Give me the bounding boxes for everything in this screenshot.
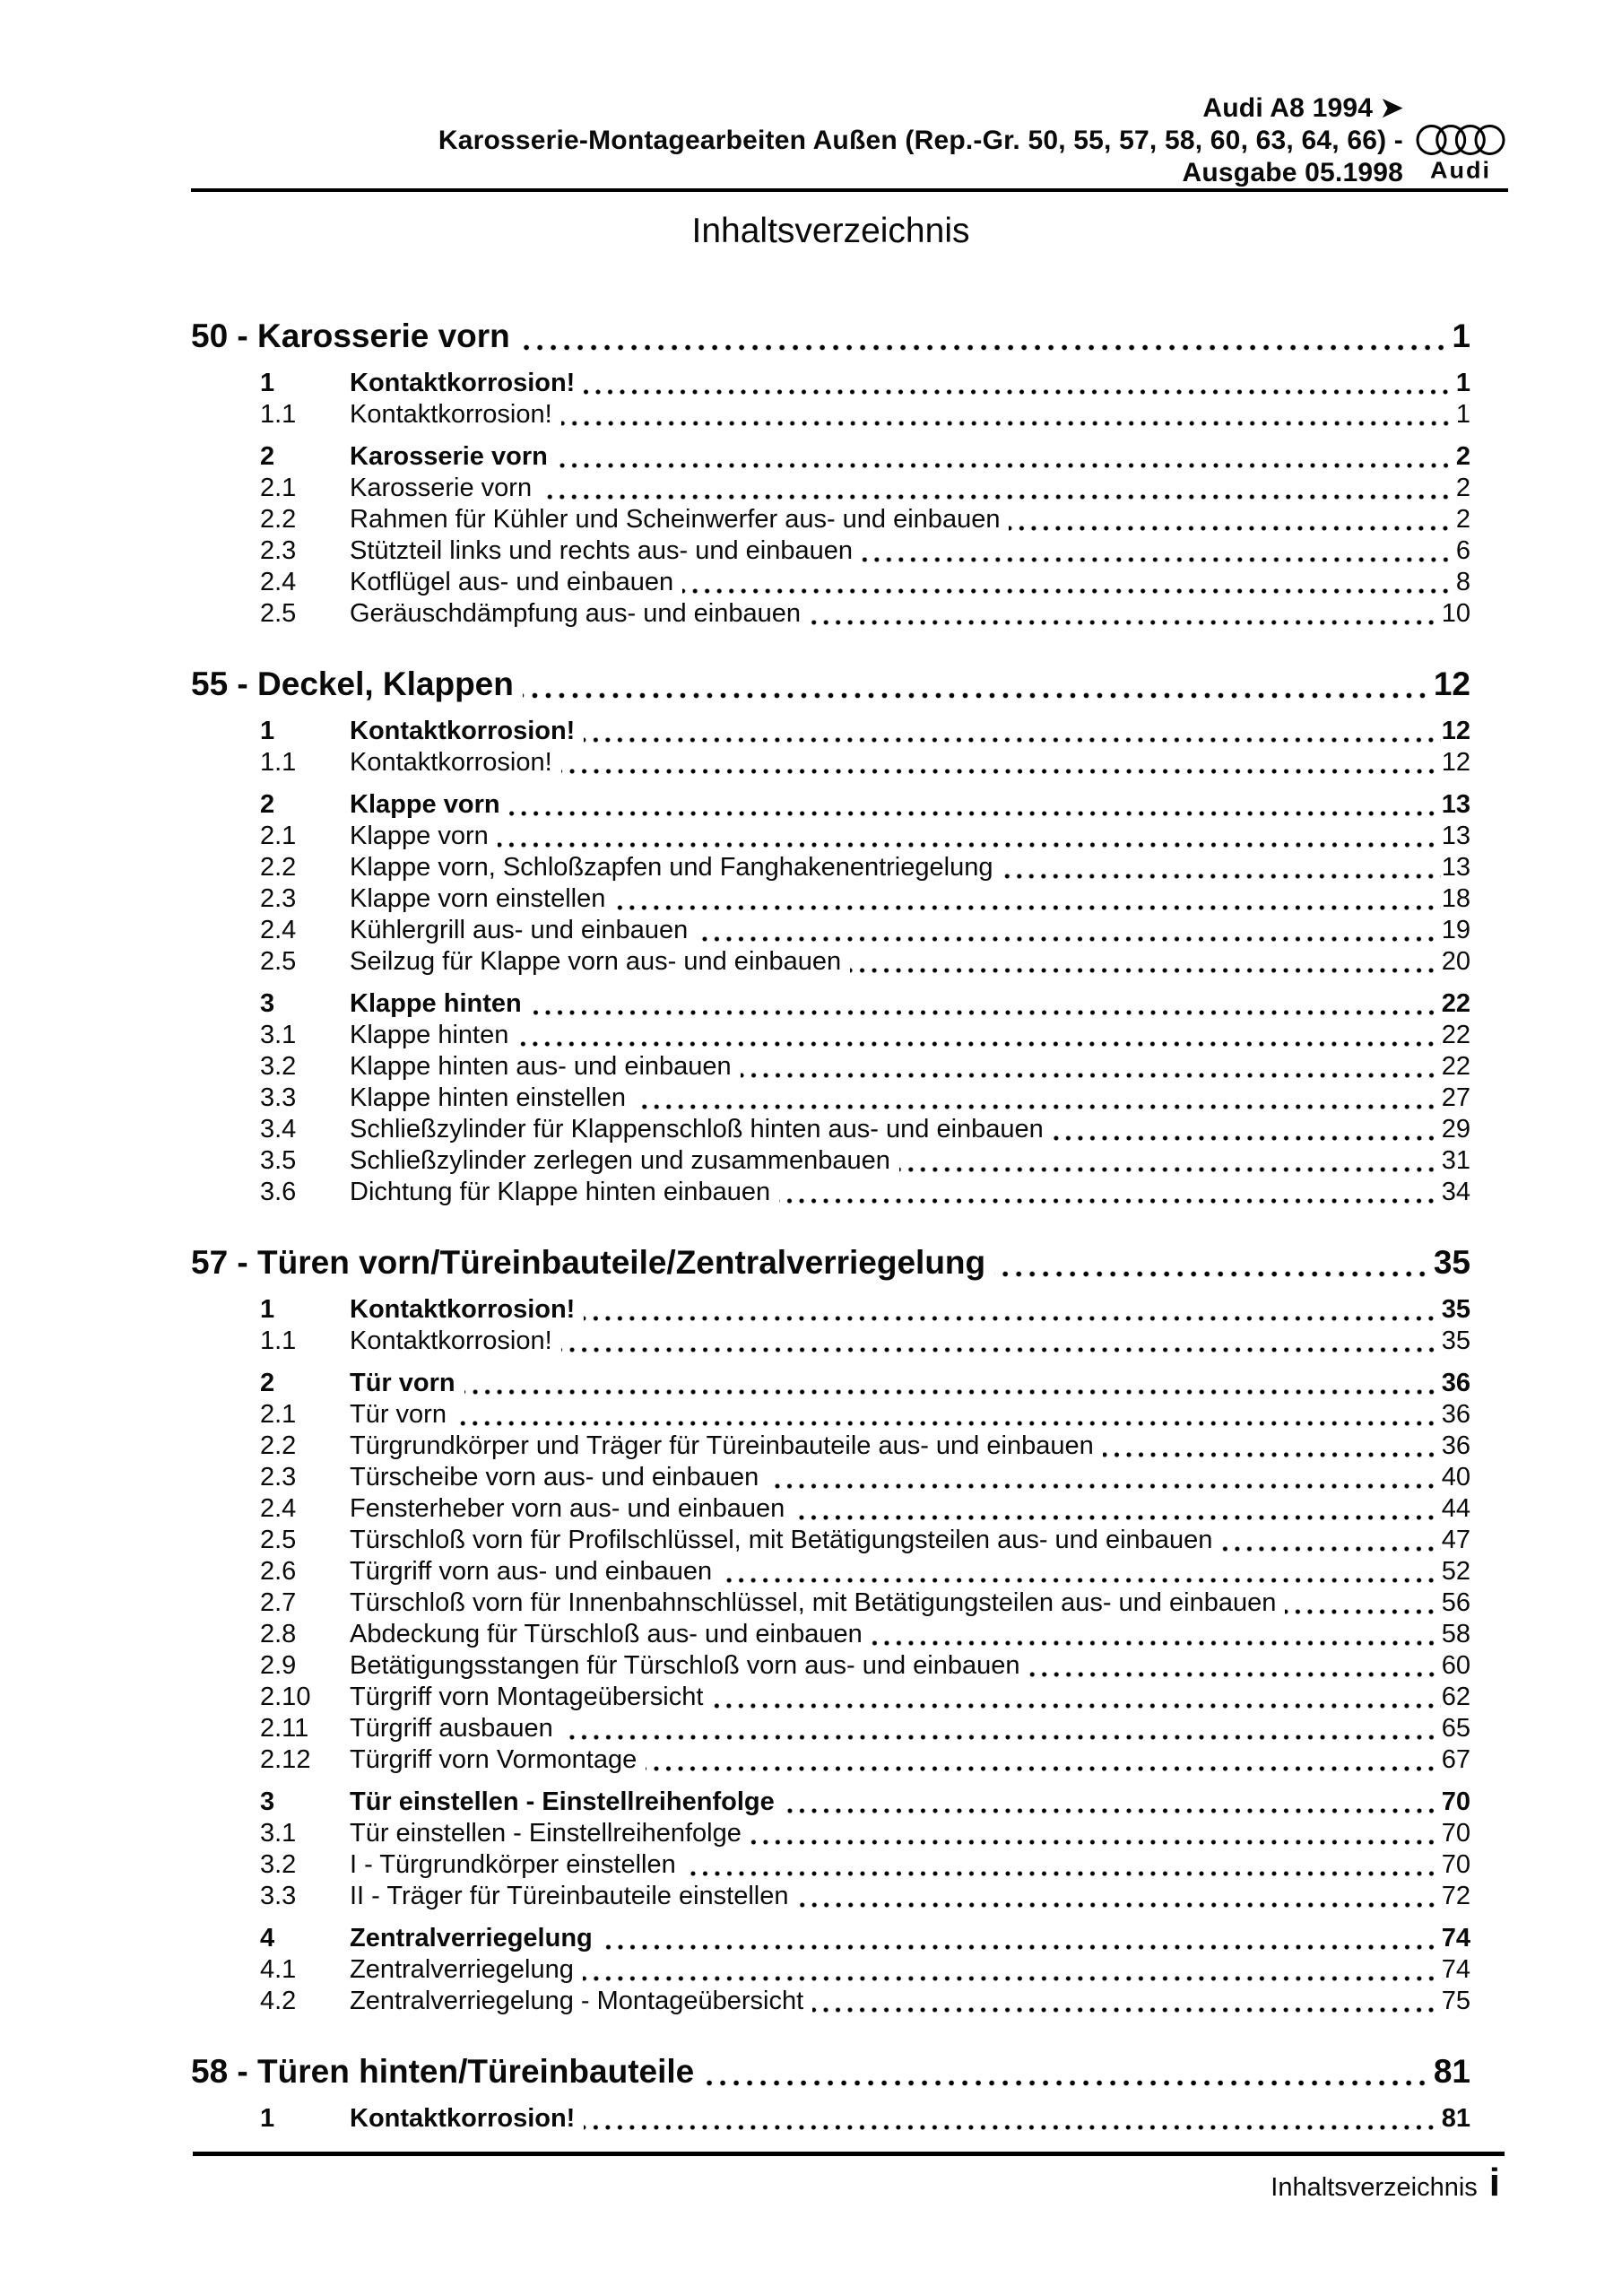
toc-entry-row [191,1923,1470,1954]
entry-title: Kotflügel aus- und einbauen [350,568,674,596]
entry-number: 3.5 [260,1146,297,1175]
dot-leader [872,1640,1441,1646]
entry-title: Kontaktkorrosion! [350,369,576,397]
entry-title: Kontaktkorrosion! [350,717,576,745]
entry-title: Stützteil links und rechts aus- und einbauen [350,536,854,565]
toc-entry-row [191,1177,1470,1208]
toc-entry-row [191,883,1470,915]
dot-leader [712,1703,1440,1709]
entry-number: 1.1 [260,748,297,777]
entry-number: 3.6 [260,1178,297,1206]
entry-title: Zentralverriegelung [350,1955,574,1984]
entry-title: Kontaktkorrosion! [350,748,552,777]
entry-title: II - Träger für Türeinbauteile einstellen [350,1882,789,1910]
entry-page-number: 6 [1455,536,1470,565]
entry-title: Kontaktkorrosion! [350,400,552,429]
toc-entry-row [191,1114,1470,1145]
header-model-line: Audi A8 1994 ➤ [1202,93,1403,123]
page-footer [1271,2163,1500,2203]
entry-page-number: 74 [1441,1955,1470,1984]
entry-number: 2.2 [260,505,297,534]
dot-leader [635,1104,1441,1109]
dot-leader [646,1766,1441,1771]
chapter-label: 58 - Türen hinten/Türeinbauteile [191,2053,695,2090]
entry-title: Türgriff vorn Vormontage [350,1745,638,1774]
toc-entry-row [191,1326,1470,1357]
entry-title: Klappe hinten [350,989,522,1018]
dot-leader [798,1902,1441,1908]
entry-page-number: 70 [1441,1819,1470,1848]
entry-title: Zentralverriegelung [350,1924,593,1952]
entry-page-number: 70 [1441,1787,1470,1816]
chapter-page-number: 35 [1433,1244,1470,1281]
dot-leader [750,1839,1441,1845]
entry-title: Türgrundkörper und Träger für Türeinbauteile aus- und einbauen [350,1431,1094,1460]
dot-leader [562,1735,1441,1740]
toc-entry-row [191,1556,1470,1587]
dot-leader [561,769,1441,774]
footer-label: Inhaltsverzeichnis [1271,2173,1478,2202]
entry-page-number: 56 [1441,1588,1470,1617]
toc-entry-row [191,1954,1470,1986]
entry-page-number: 29 [1441,1115,1470,1144]
entry-number: 3 [260,1787,275,1816]
dot-leader [899,1167,1441,1172]
entry-title: Kontaktkorrosion! [350,1326,552,1355]
entry-number: 2.6 [260,1557,297,1586]
entry-page-number: 1 [1455,369,1470,397]
dot-leader [1221,1546,1440,1552]
dot-leader [517,1041,1440,1047]
entry-title: Tür vorn [350,1369,455,1397]
entry-number: 3.1 [260,1021,297,1049]
entry-title: Tür einstellen - Einstellreihenfolge [350,1787,775,1816]
toc-entry-row [191,1083,1470,1114]
dot-leader [1029,1672,1441,1677]
toc-entry-row [191,368,1470,399]
entry-page-number: 52 [1441,1557,1470,1586]
dot-leader [703,2080,1433,2086]
entry-number: 2.2 [260,1431,297,1460]
audi-wordmark: Audi [1430,157,1491,184]
entry-page-number: 12 [1441,748,1470,777]
dot-leader [498,842,1441,848]
entry-page-number: 27 [1441,1083,1470,1112]
entry-title: Klappe vorn einstellen [350,884,606,913]
entry-number: 2.12 [260,1745,311,1774]
entry-page-number: 44 [1441,1494,1470,1523]
dot-leader [583,1976,1441,1981]
chapter-page-number: 81 [1433,2053,1470,2090]
entry-title: Abdeckung für Türschloß aus- und einbauen [350,1620,863,1648]
entry-number: 3.2 [260,1052,297,1081]
entry-number: 2.1 [260,474,297,502]
entry-number: 2.1 [260,822,297,850]
page-title: Inhaltsverzeichnis [691,212,970,250]
entry-number: 2.4 [260,916,297,944]
entry-page-number: 8 [1455,568,1470,596]
entry-number: 2.11 [260,1714,309,1743]
entry-title: Fensterheber vorn aus- und einbauen [350,1494,785,1523]
entry-number: 2.3 [260,536,297,565]
dot-leader [602,1944,1441,1950]
dot-leader [557,463,1455,468]
entry-number: 3.2 [260,1850,297,1879]
toc-entry-row [191,915,1470,946]
entry-page-number: 12 [1441,717,1470,745]
entry-title: Zentralverriegelung - Montageübersicht [350,1987,804,2015]
entry-number: 1 [260,717,275,745]
entry-title: Klappe hinten aus- und einbauen [350,1052,732,1081]
dot-leader [561,1347,1441,1352]
entry-page-number: 35 [1441,1326,1470,1355]
toc-entry-row [191,2103,1470,2135]
toc-entry-row [191,1986,1470,2017]
toc-entry-row [191,852,1470,883]
entry-number: 2 [260,1369,275,1397]
entry-title: Türgriff vorn Montageübersicht [350,1683,704,1711]
dot-leader [850,968,1441,973]
entry-number: 3.4 [260,1115,297,1144]
toc-entry-row [191,1787,1470,1818]
entry-title: Schließzylinder zerlegen und zusammenbauen [350,1146,890,1175]
toc-entry-row [191,441,1470,473]
entry-number: 2.10 [260,1683,311,1711]
entry-number: 2 [260,442,275,471]
dot-leader [1002,874,1440,879]
dot-leader [779,1198,1441,1204]
entry-number: 3 [260,989,275,1018]
entry-page-number: 22 [1441,1052,1470,1081]
chapter-label: 55 - Deckel, Klappen [191,665,514,702]
dot-leader [810,620,1441,625]
entry-number: 2.4 [260,1494,297,1523]
entry-number: 2.4 [260,568,297,596]
entry-page-number: 35 [1441,1295,1470,1324]
toc-entry-row [191,789,1470,821]
dot-leader [685,1871,1441,1876]
toc-entry-row [191,1399,1470,1431]
toc-chapter-row [191,2051,1470,2092]
toc-entry-row [191,716,1470,747]
entry-page-number: 36 [1441,1431,1470,1460]
entry-page-number: 65 [1441,1714,1470,1743]
toc-entry-row [191,821,1470,852]
audi-logo [1413,123,1508,183]
entry-number: 4 [260,1924,275,1952]
dot-leader [1285,1609,1440,1614]
entry-title: Karosserie vorn [350,442,548,471]
dot-leader [784,1808,1441,1813]
entry-title: Kontaktkorrosion! [350,1295,576,1324]
toc-entry-row [191,1849,1470,1881]
entry-title: Rahmen für Kühler und Scheinwerfer aus- und einbauen [350,505,1001,534]
header-subject-line: Karosserie-Montagearbeiten Außen (Rep.-Gr. 50, 55, 57, 58, 60, 63, 64, 66) - [438,126,1403,155]
entry-page-number: 13 [1441,790,1470,819]
toc-entry-row [191,1744,1470,1776]
entry-title: Klappe hinten einstellen [350,1083,626,1112]
entry-page-number: 47 [1441,1526,1470,1554]
chapter-label: 57 - Türen vorn/Türeinbauteile/Zentralverriegelung [191,1244,986,1281]
audi-rings-icon [1413,123,1508,157]
toc-entry-row [191,1587,1470,1619]
toc-entry-row [191,747,1470,778]
dot-leader [464,1389,1441,1395]
toc-entry-row [191,1294,1470,1326]
entry-page-number: 2 [1455,474,1470,502]
chapter-page-number: 12 [1433,665,1470,702]
entry-page-number: 60 [1441,1651,1470,1680]
page-header [438,92,1403,189]
entry-number: 2 [260,790,275,819]
toc-entry-row [191,473,1470,504]
toc-entry-row [191,1051,1470,1083]
entry-page-number: 58 [1441,1620,1470,1648]
dot-leader [541,494,1455,500]
toc-entry-row [191,399,1470,430]
entry-number: 2.5 [260,947,297,976]
dot-leader [697,936,1440,942]
toc-entry-row [191,567,1470,598]
dot-leader [614,905,1440,910]
entry-page-number: 13 [1441,853,1470,882]
toc-chapter-row [191,664,1470,705]
entry-title: Türscheibe vorn aus- und einbauen [350,1463,759,1492]
toc-entry-row [191,1818,1470,1849]
entry-page-number: 13 [1441,822,1470,850]
entry-title: Schließzylinder für Klappenschloß hinten aus- und einbauen [350,1115,1044,1144]
dot-leader [812,2007,1441,2013]
entry-page-number: 18 [1441,884,1470,913]
entry-number: 2.9 [260,1651,297,1680]
entry-title: Betätigungsstangen für Türschloß vorn aus- und einbauen [350,1651,1020,1680]
entry-title: Klappe hinten [350,1021,509,1049]
dot-leader [721,1578,1441,1583]
dot-leader [519,344,1452,351]
entry-number: 2.3 [260,884,297,913]
entry-title: Kühlergrill aus- und einbauen [350,916,689,944]
dot-leader [1009,526,1454,531]
toc-entry-row [191,1881,1470,1912]
entry-number: 2.3 [260,1463,297,1492]
chapter-label: 50 - Karosserie vorn [191,317,510,354]
dot-leader [561,421,1455,426]
entry-title: Klappe vorn [350,822,489,850]
entry-number: 4.1 [260,1955,297,1984]
entry-page-number: 74 [1441,1924,1470,1952]
entry-page-number: 2 [1455,505,1470,534]
header-edition-line: Ausgabe 05.1998 [1182,158,1403,187]
toc-entry-row [191,946,1470,978]
entry-number: 1 [260,1295,275,1324]
dot-leader [741,1073,1441,1078]
toc-entry-row [191,1682,1470,1713]
entry-title: Geräuschdämpfung aus- und einbauen [350,599,802,628]
toc-entry-row [191,535,1470,567]
entry-page-number: 10 [1441,599,1470,628]
entry-page-number: 36 [1441,1400,1470,1429]
footer-rule [193,2152,1505,2156]
entry-page-number: 22 [1441,989,1470,1018]
entry-title: Türgriff vorn aus- und einbauen [350,1557,713,1586]
entry-number: 1.1 [260,400,297,429]
dot-leader [584,1316,1440,1321]
dot-leader [862,557,1455,562]
chapter-page-number: 1 [1452,317,1470,354]
toc-entry-row [191,504,1470,535]
entry-number: 2.2 [260,853,297,882]
entry-page-number: 22 [1441,1021,1470,1049]
dot-leader [794,1515,1440,1520]
dot-leader [509,811,1441,816]
footer-page-number: i [1488,2161,1500,2205]
entry-number: 3.3 [260,1083,297,1112]
entry-page-number: 40 [1441,1463,1470,1492]
dot-leader [1103,1452,1441,1457]
toc-entry-row [191,1145,1470,1177]
entry-number: 1 [260,2104,275,2133]
entry-page-number: 67 [1441,1745,1470,1774]
entry-number: 2.5 [260,599,297,628]
entry-number: 2.8 [260,1620,297,1648]
toc-entry-row [191,1462,1470,1493]
entry-title: Seilzug für Klappe vorn aus- und einbauen [350,947,842,976]
toc-entry-row [191,1020,1470,1051]
entry-title: Türschloß vorn für Profilschlüssel, mit Betätigungsteilen aus- und einbauen [350,1526,1213,1554]
entry-page-number: 34 [1441,1178,1470,1206]
entry-title: Karosserie vorn [350,474,533,502]
entry-page-number: 81 [1441,2104,1470,2133]
entry-title: Dichtung für Klappe hinten einbauen [350,1178,771,1206]
entry-number: 2.5 [260,1526,297,1554]
entry-page-number: 75 [1441,1987,1470,2015]
dot-leader [682,588,1455,594]
entry-title: Klappe vorn [350,790,500,819]
dot-leader [768,1483,1440,1489]
entry-number: 2.1 [260,1400,297,1429]
entry-title: Türschloß vorn für Innenbahnschlüssel, mit Betätigungsteilen aus- und einbauen [350,1588,1277,1617]
entry-page-number: 72 [1441,1882,1470,1910]
toc [191,316,1470,2135]
toc-entry-row [191,598,1470,630]
toc-entry-row [191,1650,1470,1682]
toc-chapter-row [191,1242,1470,1283]
dot-leader [523,692,1433,699]
entry-title: Türgriff ausbauen [350,1714,553,1743]
entry-page-number: 20 [1441,947,1470,976]
dot-leader [994,1271,1433,1277]
entry-title: Kontaktkorrosion! [350,2104,576,2133]
entry-number: 1.1 [260,1326,297,1355]
toc-entry-row [191,1368,1470,1399]
entry-page-number: 31 [1441,1146,1470,1175]
entry-title: Tür vorn [350,1400,447,1429]
toc-entry-row [191,1493,1470,1525]
entry-title: I - Türgrundkörper einstellen [350,1850,676,1879]
entry-number: 1 [260,369,275,397]
toc-entry-row [191,1713,1470,1744]
entry-page-number: 70 [1441,1850,1470,1879]
toc-entry-row [191,1619,1470,1650]
toc-entry-row [191,1431,1470,1462]
dot-leader [531,1010,1441,1015]
entry-number: 3.3 [260,1882,297,1910]
entry-page-number: 62 [1441,1683,1470,1711]
dot-leader [584,737,1440,743]
dot-leader [584,2125,1440,2130]
entry-title: Tür einstellen - Einstellreihenfolge [350,1819,742,1848]
dot-leader [584,389,1455,395]
dot-leader [455,1421,1441,1426]
entry-page-number: 36 [1441,1369,1470,1397]
entry-number: 2.7 [260,1588,297,1617]
entry-page-number: 1 [1455,400,1470,429]
dot-leader [1053,1135,1441,1141]
toc-entry-row [191,1525,1470,1556]
toc-entry-row [191,988,1470,1020]
entry-title: Klappe vorn, Schloßzapfen und Fanghakenentriegelung [350,853,993,882]
entry-number: 4.2 [260,1987,297,2015]
header-rule [191,188,1508,192]
entry-number: 3.1 [260,1819,297,1848]
entry-page-number: 2 [1455,442,1470,471]
toc-chapter-row [191,316,1470,357]
entry-page-number: 19 [1441,916,1470,944]
